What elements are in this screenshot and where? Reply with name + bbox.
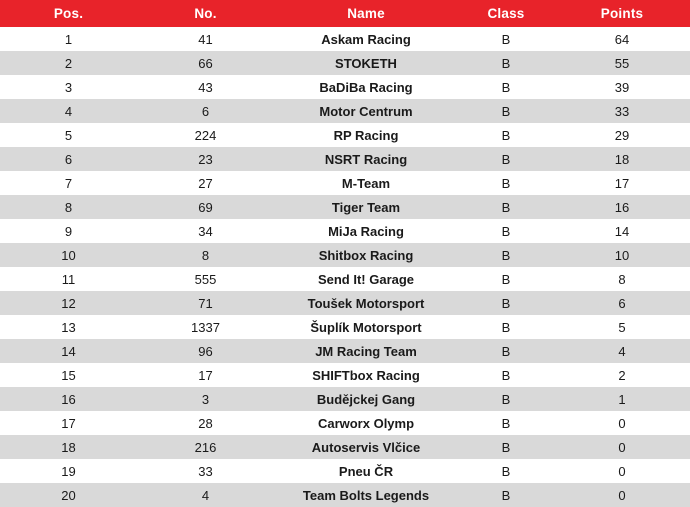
cell-no: 28: [137, 411, 274, 435]
cell-pos: 4: [0, 99, 137, 123]
cell-class: B: [458, 435, 554, 459]
cell-class: B: [458, 315, 554, 339]
cell-class: B: [458, 339, 554, 363]
cell-no: 8: [137, 243, 274, 267]
table-row: [0, 315, 690, 339]
cell-points: 55: [554, 51, 690, 75]
cell-pos: 3: [0, 75, 137, 99]
cell-points: 16: [554, 195, 690, 219]
cell-pos: 8: [0, 195, 137, 219]
table-row: [0, 267, 690, 291]
table-row: [0, 363, 690, 387]
cell-pos: 10: [0, 243, 137, 267]
cell-name: Tiger Team: [274, 195, 458, 219]
cell-class: B: [458, 99, 554, 123]
cell-no: 66: [137, 51, 274, 75]
cell-name: Carworx Olymp: [274, 411, 458, 435]
cell-points: 6: [554, 291, 690, 315]
table-row: [0, 243, 690, 267]
cell-class: B: [458, 291, 554, 315]
cell-pos: 19: [0, 459, 137, 483]
cell-name: RP Racing: [274, 123, 458, 147]
cell-pos: 2: [0, 51, 137, 75]
cell-no: 555: [137, 267, 274, 291]
cell-points: 17: [554, 171, 690, 195]
cell-no: 3: [137, 387, 274, 411]
header-row: [0, 0, 690, 27]
cell-name: Budějckej Gang: [274, 387, 458, 411]
cell-pos: 11: [0, 267, 137, 291]
cell-points: 4: [554, 339, 690, 363]
cell-no: 27: [137, 171, 274, 195]
cell-points: 18: [554, 147, 690, 171]
cell-no: 4: [137, 483, 274, 507]
cell-pos: 9: [0, 219, 137, 243]
cell-points: 14: [554, 219, 690, 243]
cell-no: 96: [137, 339, 274, 363]
cell-class: B: [458, 27, 554, 51]
table-row: [0, 195, 690, 219]
cell-name: SHIFTbox Racing: [274, 363, 458, 387]
cell-points: 64: [554, 27, 690, 51]
table-row: [0, 459, 690, 483]
cell-class: B: [458, 387, 554, 411]
cell-class: B: [458, 123, 554, 147]
cell-points: 0: [554, 459, 690, 483]
cell-pos: 14: [0, 339, 137, 363]
cell-points: 8: [554, 267, 690, 291]
cell-points: 39: [554, 75, 690, 99]
cell-class: B: [458, 267, 554, 291]
column-header-class: Class: [458, 0, 554, 27]
cell-pos: 20: [0, 483, 137, 507]
cell-name: MiJa Racing: [274, 219, 458, 243]
cell-points: 33: [554, 99, 690, 123]
cell-points: 0: [554, 411, 690, 435]
cell-no: 6: [137, 99, 274, 123]
cell-class: B: [458, 195, 554, 219]
cell-no: 224: [137, 123, 274, 147]
cell-name: NSRT Racing: [274, 147, 458, 171]
cell-no: 69: [137, 195, 274, 219]
cell-class: B: [458, 243, 554, 267]
table-row: [0, 123, 690, 147]
cell-name: JM Racing Team: [274, 339, 458, 363]
table-row: [0, 435, 690, 459]
column-header-name: Name: [274, 0, 458, 27]
table-body: [0, 27, 690, 507]
table-row: [0, 27, 690, 51]
cell-no: 17: [137, 363, 274, 387]
cell-class: B: [458, 219, 554, 243]
table-row: [0, 339, 690, 363]
cell-class: B: [458, 147, 554, 171]
cell-pos: 15: [0, 363, 137, 387]
table-row: [0, 171, 690, 195]
cell-name: Šuplík Motorsport: [274, 315, 458, 339]
cell-pos: 6: [0, 147, 137, 171]
cell-pos: 7: [0, 171, 137, 195]
cell-points: 0: [554, 483, 690, 507]
cell-name: Team Bolts Legends: [274, 483, 458, 507]
cell-name: Toušek Motorsport: [274, 291, 458, 315]
cell-name: Pneu ČR: [274, 459, 458, 483]
cell-pos: 18: [0, 435, 137, 459]
cell-class: B: [458, 75, 554, 99]
cell-class: B: [458, 363, 554, 387]
cell-class: B: [458, 411, 554, 435]
cell-no: 43: [137, 75, 274, 99]
cell-no: 34: [137, 219, 274, 243]
cell-name: Motor Centrum: [274, 99, 458, 123]
cell-points: 1: [554, 387, 690, 411]
table-row: [0, 51, 690, 75]
table-header: [0, 0, 690, 27]
cell-name: Askam Racing: [274, 27, 458, 51]
table-row: [0, 387, 690, 411]
column-header-no: No.: [137, 0, 274, 27]
cell-class: B: [458, 171, 554, 195]
cell-pos: 12: [0, 291, 137, 315]
table-row: [0, 147, 690, 171]
cell-points: 2: [554, 363, 690, 387]
table-row: [0, 99, 690, 123]
cell-points: 10: [554, 243, 690, 267]
cell-no: 216: [137, 435, 274, 459]
cell-points: 5: [554, 315, 690, 339]
table-row: [0, 411, 690, 435]
cell-pos: 16: [0, 387, 137, 411]
cell-class: B: [458, 459, 554, 483]
cell-no: 1337: [137, 315, 274, 339]
table-row: [0, 291, 690, 315]
cell-name: BaDiBa Racing: [274, 75, 458, 99]
cell-pos: 13: [0, 315, 137, 339]
cell-name: Autoservis Vlčice: [274, 435, 458, 459]
cell-no: 71: [137, 291, 274, 315]
cell-class: B: [458, 51, 554, 75]
cell-pos: 5: [0, 123, 137, 147]
table-row: [0, 483, 690, 507]
cell-name: M-Team: [274, 171, 458, 195]
cell-no: 33: [137, 459, 274, 483]
table-row: [0, 219, 690, 243]
cell-class: B: [458, 483, 554, 507]
cell-no: 23: [137, 147, 274, 171]
cell-points: 0: [554, 435, 690, 459]
cell-pos: 17: [0, 411, 137, 435]
cell-pos: 1: [0, 27, 137, 51]
column-header-points: Points: [554, 0, 690, 27]
cell-name: Send It! Garage: [274, 267, 458, 291]
column-header-pos: Pos.: [0, 0, 137, 27]
table-row: [0, 75, 690, 99]
cell-name: Shitbox Racing: [274, 243, 458, 267]
cell-no: 41: [137, 27, 274, 51]
cell-name: STOKETH: [274, 51, 458, 75]
cell-points: 29: [554, 123, 690, 147]
